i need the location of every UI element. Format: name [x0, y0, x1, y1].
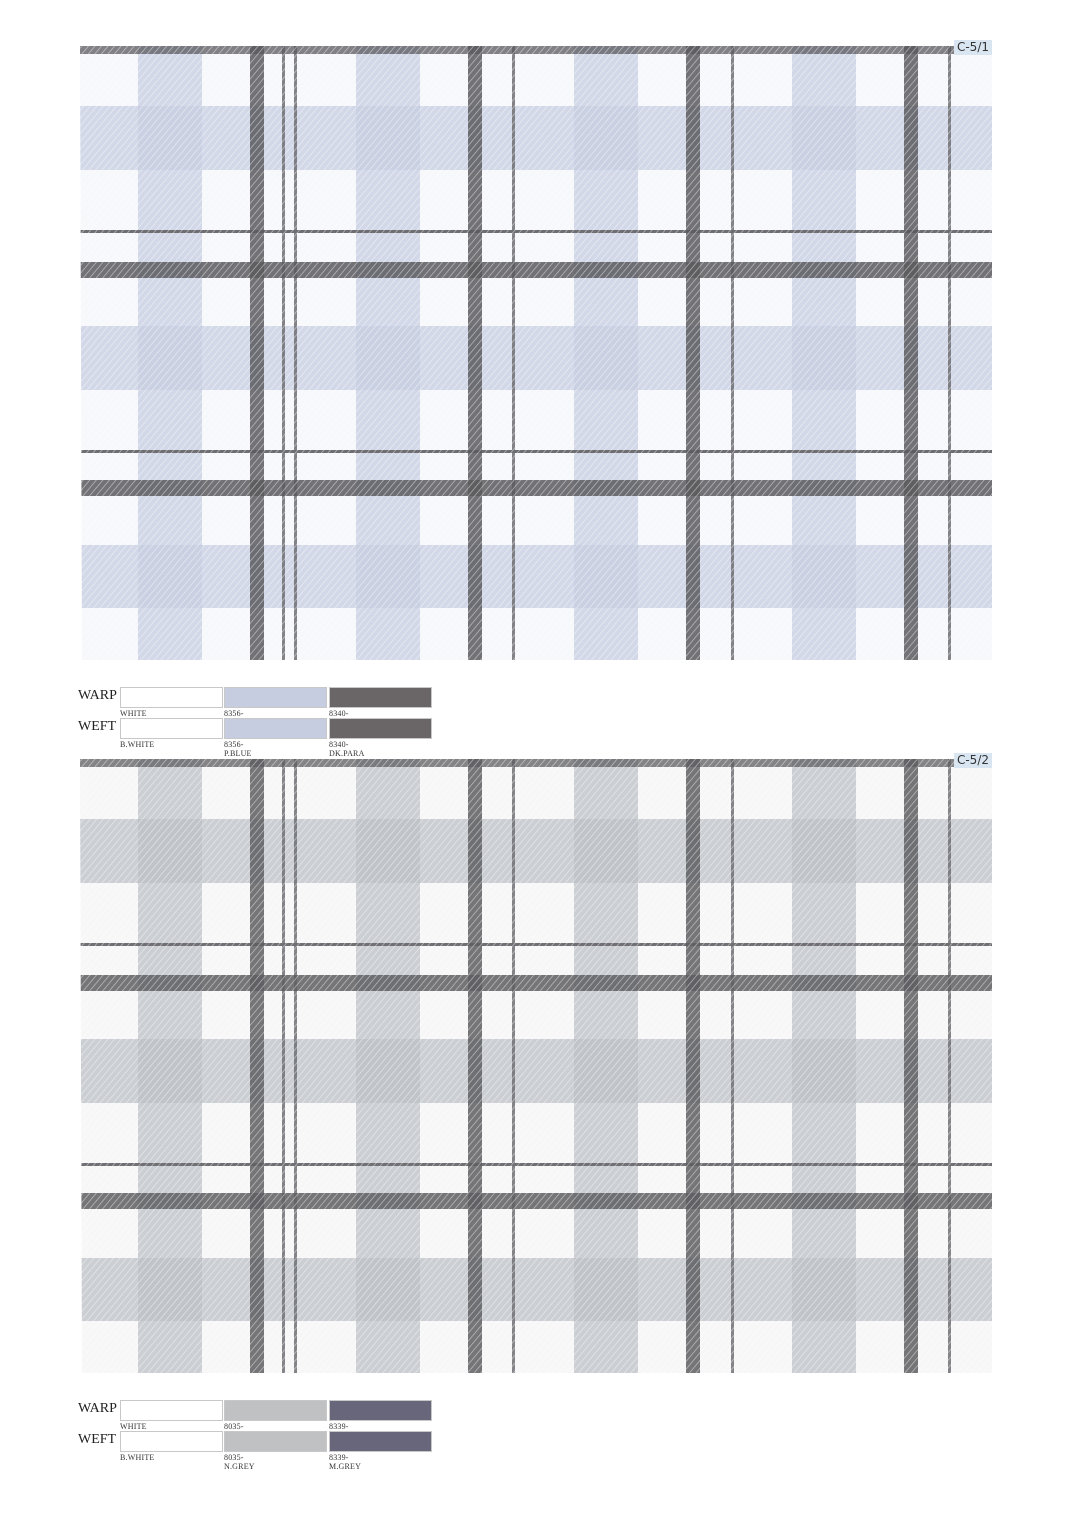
warp-yarn-2-name: 8035-	[224, 1422, 244, 1431]
weft-yarn-1-name: B.WHITE	[120, 740, 155, 749]
fabric-swatch-c52	[80, 753, 992, 1379]
weft-swatch-3	[329, 1431, 432, 1452]
warp-label: WARP	[78, 688, 117, 703]
weft-yarn-2-name: 8356-P.BLUE	[224, 740, 252, 758]
warp-swatch-2	[224, 687, 327, 708]
warp-yarn-3-name: 8339-	[329, 1422, 349, 1431]
twill-texture	[80, 753, 992, 1379]
warp-yarn-2-name: 8356-	[224, 709, 244, 718]
weft-yarn-1-name: B.WHITE	[120, 1453, 155, 1462]
weft-swatch-1	[120, 718, 223, 739]
weft-label: WEFT	[78, 719, 117, 734]
warp-yarn-1-name: WHITE	[120, 709, 147, 718]
plaid-weave	[80, 753, 992, 1379]
weft-swatch-2	[224, 718, 327, 739]
warp-swatch-1	[120, 1400, 223, 1421]
warp-swatch-2	[224, 1400, 327, 1421]
weft-swatch-3	[329, 718, 432, 739]
warp-yarn-1-name: WHITE	[120, 1422, 147, 1431]
warp-yarn-3-name: 8340-	[329, 709, 349, 718]
twill-texture	[80, 40, 992, 666]
weft-yarn-3-name: 8340-DK.PARA	[329, 740, 365, 758]
plaid-weave	[80, 40, 992, 666]
weft-label: WEFT	[78, 1432, 117, 1447]
warp-swatch-3	[329, 1400, 432, 1421]
fabric-swatch-c51	[80, 40, 992, 666]
weft-swatch-1	[120, 1431, 223, 1452]
swatch-code-label: C-5/1	[954, 40, 992, 55]
plaid-pattern	[80, 40, 992, 666]
weft-yarn-2-name: 8035-N.GREY	[224, 1453, 255, 1471]
plaid-pattern	[80, 753, 992, 1379]
weft-swatch-2	[224, 1431, 327, 1452]
warp-swatch-3	[329, 687, 432, 708]
weft-yarn-3-name: 8339-M.GREY	[329, 1453, 362, 1471]
warp-swatch-1	[120, 687, 223, 708]
swatch-code-label: C-5/2	[954, 753, 992, 768]
warp-label: WARP	[78, 1401, 117, 1416]
